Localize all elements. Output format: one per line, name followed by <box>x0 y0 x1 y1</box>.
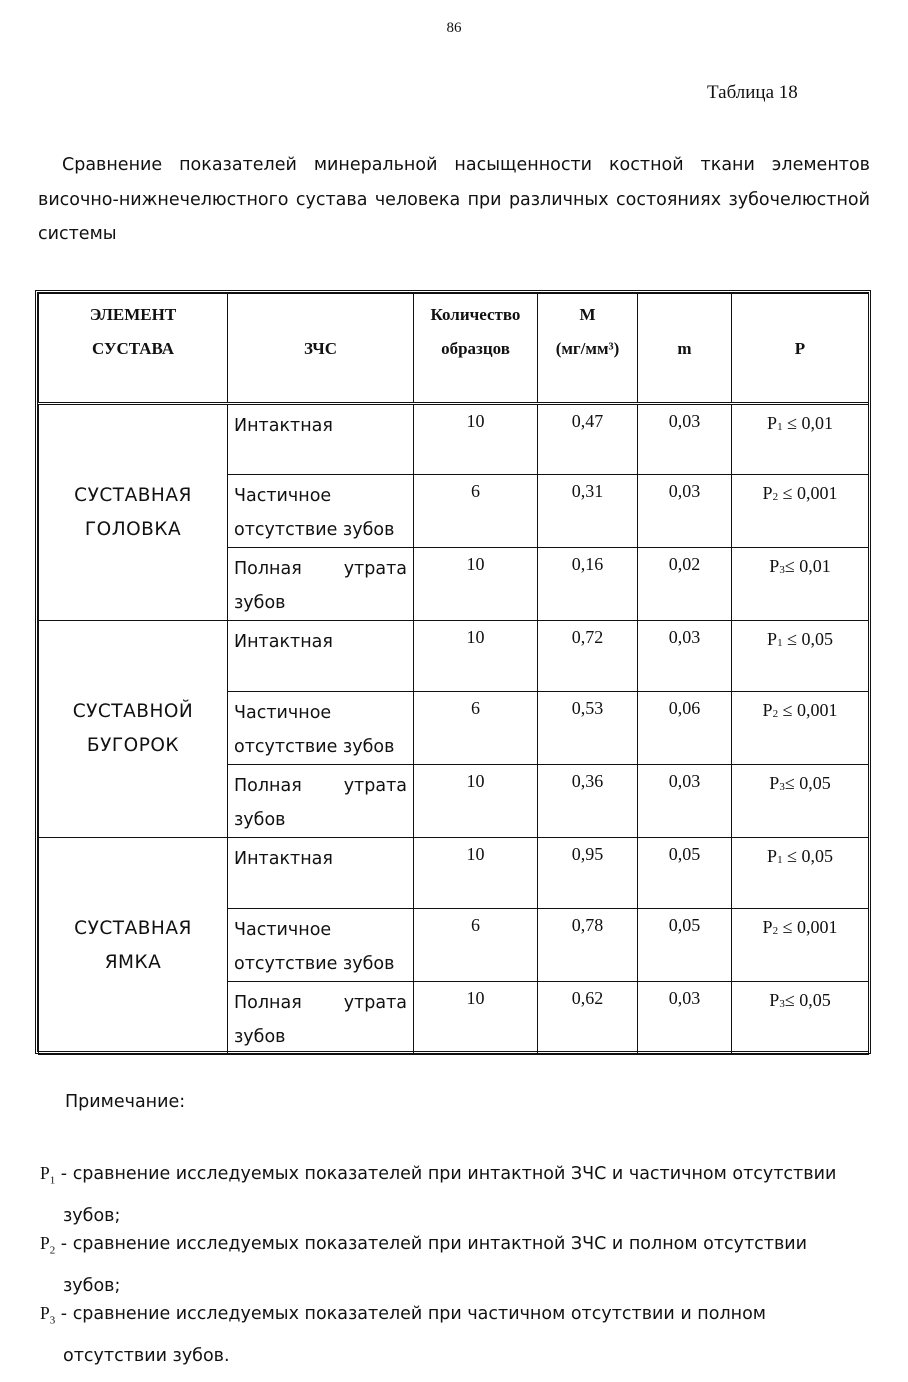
joint-element-cell <box>39 838 228 1055</box>
table-header-row <box>39 294 869 404</box>
zhs-cell <box>228 548 414 621</box>
p-threshold: ≤ 0,001 <box>778 917 838 937</box>
M-cell: 0,16 <box>538 548 638 621</box>
M-cell: 0,62 <box>538 982 638 1055</box>
M-cell: 0,95 <box>538 838 638 909</box>
note-text: сравнение исследуемых показателей при интактной ЗЧС и полном отсутствии <box>72 1234 808 1254</box>
note-dash: - <box>55 1164 73 1184</box>
M-cell: 0,47 <box>538 404 638 475</box>
m-cell: 0,03 <box>638 404 732 475</box>
M-cell: 0,53 <box>538 692 638 765</box>
header-zhs-label: ЗЧС <box>303 339 338 358</box>
note-symbol: $P_3$ <box>40 1303 56 1327</box>
header-element-line1: ЭЛЕМЕНТ <box>89 305 177 324</box>
table-caption: Сравнение показателей минеральной насыщенности костной ткани элементов височно-нижнечелюстного сустава человека при различных состояниях зубочелюстной системы <box>38 155 870 244</box>
zhs-line1: Интактная <box>234 849 333 869</box>
p-threshold: ≤ 0,01 <box>784 556 831 576</box>
zhs-cell <box>228 765 414 838</box>
p-value-cell <box>732 909 869 982</box>
joint-element-line1: СУСТАВНОЙ <box>72 701 194 722</box>
table-row <box>39 838 869 909</box>
count-cell: 10 <box>414 982 538 1055</box>
zhs-cell <box>228 982 414 1055</box>
zhs-line2: отсутствие зубов <box>234 737 395 757</box>
count-cell: 10 <box>414 621 538 692</box>
M-cell: 0,36 <box>538 765 638 838</box>
header-count-line2: образцов <box>441 339 510 358</box>
p-symbol: P <box>762 483 773 503</box>
zhs-cell <box>228 838 414 909</box>
zhs-line1: Частичное <box>234 486 332 506</box>
p-threshold: ≤ 0,001 <box>778 483 838 503</box>
note-dash: - <box>55 1304 73 1324</box>
count-cell: 6 <box>414 475 538 548</box>
p-symbol: P <box>762 917 773 937</box>
note-item <box>40 1156 862 1234</box>
m-cell: 0,06 <box>638 692 732 765</box>
note-text: сравнение исследуемых показателей при интактной ЗЧС и частичном отсутствии <box>72 1164 837 1184</box>
count-cell: 6 <box>414 909 538 982</box>
p-symbol: P <box>767 413 778 433</box>
note-title: Примечание: <box>65 1092 186 1112</box>
mineral-saturation-table <box>35 290 871 1054</box>
p-value-cell <box>732 548 869 621</box>
p-symbol: P <box>762 700 773 720</box>
count-cell: 6 <box>414 692 538 765</box>
table-row <box>39 621 869 692</box>
m-cell: 0,05 <box>638 909 732 982</box>
header-p-label: Р <box>794 339 806 358</box>
p-threshold: ≤ 0,05 <box>782 846 833 866</box>
page-number: 86 <box>446 20 462 36</box>
count-cell: 10 <box>414 765 538 838</box>
note-continuation: зубов; <box>63 1275 121 1296</box>
p-subscript: 2 <box>772 491 779 503</box>
p-symbol: P <box>769 773 780 793</box>
p-subscript: 3 <box>779 998 785 1010</box>
zhs-line2: отсутствие зубов <box>234 520 395 540</box>
m-cell: 0,03 <box>638 982 732 1055</box>
p-symbol: P <box>767 846 778 866</box>
zhs-line2: отсутствие зубов <box>234 954 395 974</box>
note-symbol: $P_2$ <box>40 1233 56 1257</box>
header-m <box>638 294 732 404</box>
zhs-cell <box>228 692 414 765</box>
joint-element-line1: СУСТАВНАЯ <box>74 918 192 939</box>
joint-element-cell <box>39 404 228 621</box>
zhs-line2: зубов <box>234 810 286 830</box>
zhs-line1: Частичное <box>234 920 332 940</box>
p-subscript: 2 <box>772 708 779 720</box>
p-value-cell <box>732 838 869 909</box>
p-symbol: P <box>767 629 778 649</box>
p-value-cell <box>732 982 869 1055</box>
m-cell: 0,03 <box>638 475 732 548</box>
M-cell: 0,72 <box>538 621 638 692</box>
note-symbol: $P_1$ <box>40 1163 56 1187</box>
note-text: сравнение исследуемых показателей при частичном отсутствии и полном <box>72 1304 766 1324</box>
zhs-line1: Полная утрата <box>234 559 407 579</box>
zhs-line1: Частичное <box>234 703 332 723</box>
p-subscript: 3 <box>779 781 785 793</box>
zhs-line2: зубов <box>234 1027 286 1047</box>
p-value-cell <box>732 765 869 838</box>
p-value-cell <box>732 404 869 475</box>
header-p <box>732 294 869 404</box>
joint-element-cell <box>39 621 228 838</box>
m-cell: 0,03 <box>638 765 732 838</box>
header-element-line2: СУСТАВА <box>91 339 175 358</box>
count-cell: 10 <box>414 838 538 909</box>
p-subscript: 1 <box>777 854 783 866</box>
zhs-line1: Интактная <box>234 416 333 436</box>
header-element <box>39 294 228 404</box>
note-dash: - <box>55 1234 73 1254</box>
header-count <box>414 294 538 404</box>
header-M-line1: М <box>579 305 596 324</box>
header-M-line2: (мг/мм³) <box>555 339 620 358</box>
header-m-label: m <box>677 339 692 358</box>
joint-element-line2: ЯМКА <box>104 952 162 973</box>
zhs-line1: Полная утрата <box>234 993 407 1013</box>
joint-element-line2: БУГОРОК <box>86 735 180 756</box>
zhs-cell <box>228 475 414 548</box>
table-label: Таблица 18 <box>707 82 798 103</box>
p-threshold: ≤ 0,05 <box>784 990 831 1010</box>
header-count-line1: Количество <box>430 305 521 324</box>
p-value-cell <box>732 621 869 692</box>
count-cell: 10 <box>414 548 538 621</box>
zhs-line2: зубов <box>234 593 286 613</box>
p-subscript: 3 <box>779 564 785 576</box>
p-value-cell <box>732 692 869 765</box>
p-subscript: 1 <box>777 637 783 649</box>
note-continuation: зубов; <box>63 1205 121 1226</box>
zhs-line1: Полная утрата <box>234 776 407 796</box>
m-cell: 0,03 <box>638 621 732 692</box>
m-cell: 0,05 <box>638 838 732 909</box>
header-M <box>538 294 638 404</box>
p-subscript: 2 <box>772 925 779 937</box>
p-symbol: P <box>769 556 780 576</box>
p-threshold: ≤ 0,05 <box>784 773 831 793</box>
table-row <box>39 404 869 475</box>
zhs-cell <box>228 621 414 692</box>
M-cell: 0,78 <box>538 909 638 982</box>
p-symbol: P <box>769 990 780 1010</box>
p-threshold: ≤ 0,01 <box>782 413 833 433</box>
m-cell: 0,02 <box>638 548 732 621</box>
zhs-cell <box>228 404 414 475</box>
count-cell: 10 <box>414 404 538 475</box>
joint-element-line1: СУСТАВНАЯ <box>74 484 192 506</box>
zhs-cell <box>228 909 414 982</box>
note-continuation: отсутствии зубов. <box>63 1345 230 1366</box>
header-zhs <box>228 294 414 404</box>
p-threshold: ≤ 0,05 <box>782 629 833 649</box>
note-item <box>40 1296 862 1374</box>
p-value-cell <box>732 475 869 548</box>
note-item <box>40 1226 862 1304</box>
M-cell: 0,31 <box>538 475 638 548</box>
joint-element-line2: ГОЛОВКА <box>84 518 182 540</box>
zhs-line1: Интактная <box>234 632 333 652</box>
p-threshold: ≤ 0,001 <box>778 700 838 720</box>
p-subscript: 1 <box>777 421 783 433</box>
